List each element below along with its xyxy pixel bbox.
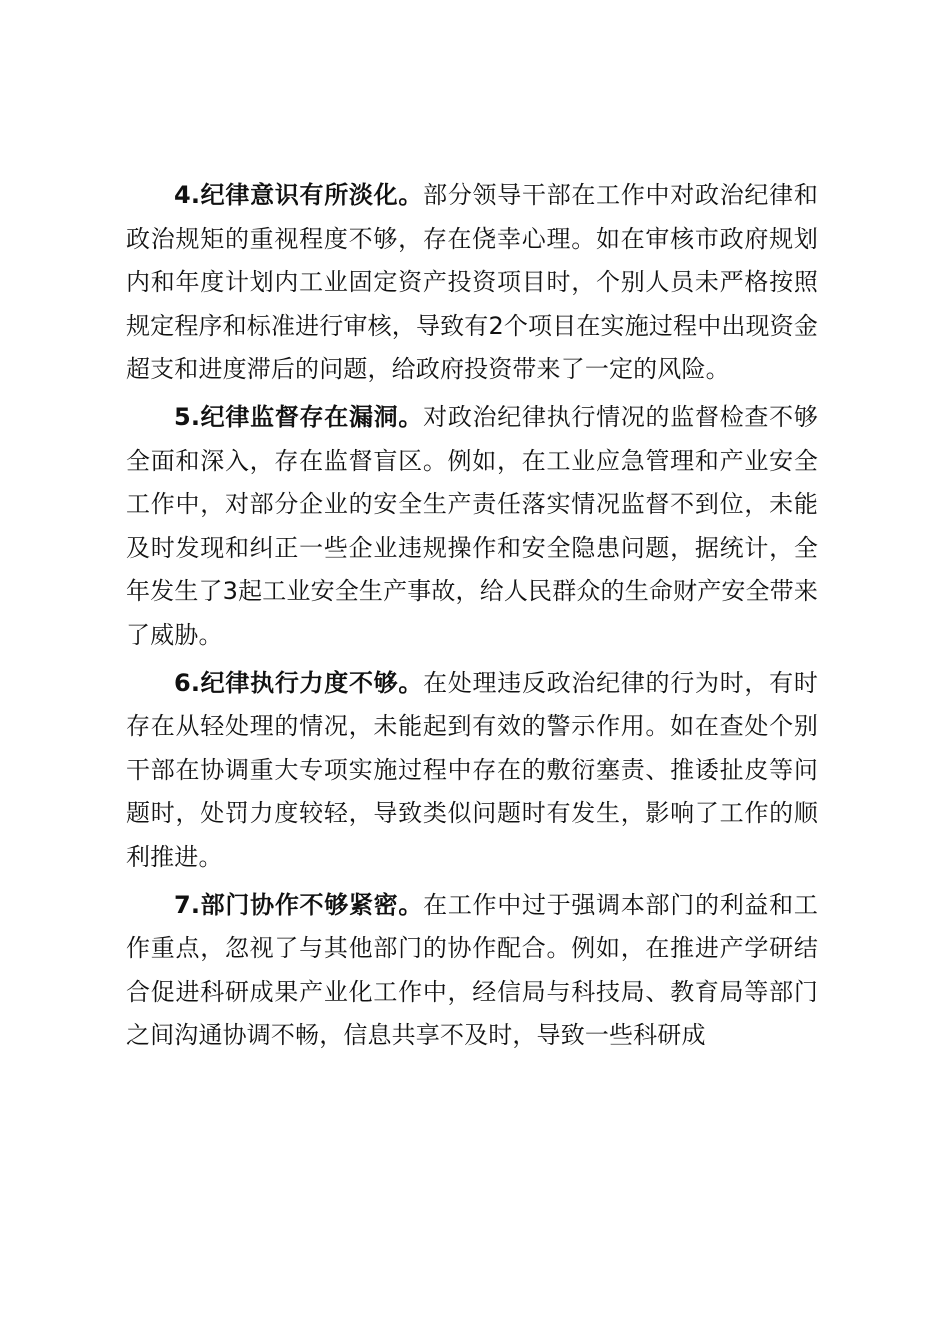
document-body: [126, 174, 818, 1062]
paragraph-4: [126, 174, 818, 392]
paragraph-5: [126, 396, 818, 658]
paragraph-5-heading: 5.纪律监督存在漏洞。: [174, 402, 424, 431]
paragraph-4-body: 部分领导干部在工作中对政治纪律和政治规矩的重视程度不够，存在侥幸心理。如在审核市政府规划内和年度计划内工业固定资产投资项目时，个别人员未严格按照规定程序和标准进行审核，导致有2个项目在实施过程中出现资金超支和进度滞后的问题，给政府投资带来了一定的风险。: [126, 181, 818, 384]
paragraph-7-heading: 7.部门协作不够紧密。: [174, 890, 424, 919]
paragraph-5-body: 对政治纪律执行情况的监督检查不够全面和深入，存在监督盲区。例如，在工业应急管理和产业安全工作中，对部分企业的安全生产责任落实情况监督不到位，未能及时发现和纠正一些企业违规操作和安全隐患问题，据统计，全年发生了3起工业安全生产事故，给人民群众的生命财产安全带来了威胁。: [126, 402, 818, 649]
paragraph-6: [126, 662, 818, 880]
paragraph-7-body: 在工作中过于强调本部门的利益和工作重点，忽视了与其他部门的协作配合。例如，在推进产学研结合促进科研成果产业化工作中，经信局与科技局、教育局等部门之间沟通协调不畅，信息共享不及时，导致一些科研成: [126, 890, 818, 1050]
paragraph-6-body: 在处理违反政治纪律的行为时，有时存在从轻处理的情况，未能起到有效的警示作用。如在查处个别干部在协调重大专项实施过程中存在的敷衍塞责、推诿扯皮等问题时，处罚力度较轻，导致类似问题时有发生，影响了工作的顺利推进。: [126, 668, 818, 871]
paragraph-7: [126, 884, 818, 1058]
paragraph-6-heading: 6.纪律执行力度不够。: [174, 668, 424, 697]
paragraph-4-heading: 4.纪律意识有所淡化。: [174, 181, 424, 209]
